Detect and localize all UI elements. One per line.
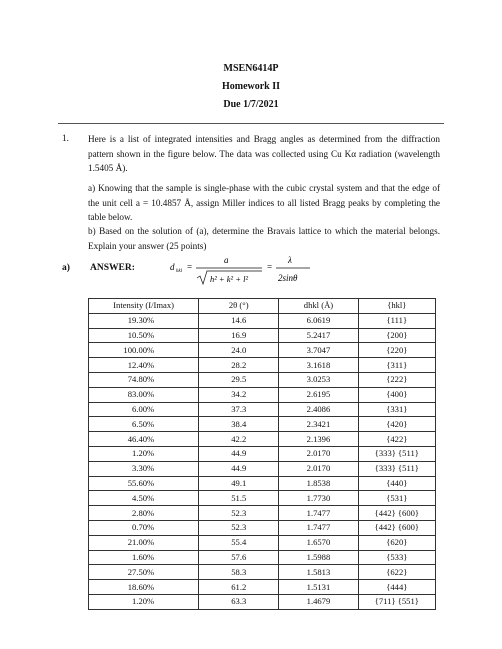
two-theta-cell: 61.2 bbox=[199, 580, 279, 595]
formula-equals-1: = bbox=[187, 262, 193, 272]
divider bbox=[58, 123, 444, 124]
question-number: 1. bbox=[62, 133, 69, 143]
answer-heading-row bbox=[62, 263, 135, 273]
d-spacing-cell: 1.7477 bbox=[279, 520, 358, 535]
miller-indices-cell: {220} bbox=[358, 343, 435, 358]
table-row bbox=[89, 402, 436, 417]
miller-indices-cell: {620} bbox=[358, 535, 435, 550]
table-row bbox=[89, 476, 436, 491]
two-theta-cell: 49.1 bbox=[199, 476, 279, 491]
d-spacing-cell: 6.0619 bbox=[279, 313, 358, 328]
two-theta-cell: 28.2 bbox=[199, 358, 279, 373]
two-theta-cell: 14.6 bbox=[199, 313, 279, 328]
d-spacing-cell: 1.7730 bbox=[279, 491, 358, 506]
table-row bbox=[89, 446, 436, 461]
formula-rhs-numerator: λ bbox=[288, 255, 292, 265]
table-header-row bbox=[89, 299, 436, 314]
d-spacing-cell: 3.0253 bbox=[279, 372, 358, 387]
d-spacing-cell: 2.4086 bbox=[279, 402, 358, 417]
table-row bbox=[89, 580, 436, 595]
intensity-cell: 1.60% bbox=[89, 550, 199, 565]
formula-numerator: a bbox=[224, 255, 229, 265]
intensity-cell: 21.00% bbox=[89, 535, 199, 550]
intensity-cell: 3.30% bbox=[89, 461, 199, 476]
table-row bbox=[89, 417, 436, 432]
column-header-miller-indices: {hkl} bbox=[358, 299, 435, 314]
intensity-cell: 74.80% bbox=[89, 372, 199, 387]
d-spacing-cell: 5.2417 bbox=[279, 328, 358, 343]
miller-indices-cell: {200} bbox=[358, 328, 435, 343]
miller-indices-cell: {222} bbox=[358, 372, 435, 387]
miller-indices-cell: {420} bbox=[358, 417, 435, 432]
homework-title: Homework II bbox=[221, 81, 281, 92]
intensity-cell: 55.60% bbox=[89, 476, 199, 491]
intensity-cell: 100.00% bbox=[89, 343, 199, 358]
d-spacing-cell: 2.0170 bbox=[279, 446, 358, 461]
formula-lhs-sub: hkl bbox=[176, 269, 183, 274]
intensity-cell: 4.50% bbox=[89, 491, 199, 506]
table-row bbox=[89, 358, 436, 373]
course-code: MSEN6414P bbox=[223, 63, 279, 74]
miller-indices-cell: {533} bbox=[358, 550, 435, 565]
two-theta-cell: 44.9 bbox=[199, 446, 279, 461]
column-header-d-spacing: dhkl (Å) bbox=[279, 299, 358, 314]
question-part-b: b) Based on the solution of (a), determine the Bravais lattice to which the material belongs. Explain your answer (25 points) bbox=[88, 226, 440, 251]
miller-indices-cell: {440} bbox=[358, 476, 435, 491]
miller-indices-cell: {331} bbox=[358, 402, 435, 417]
intensity-cell: 83.00% bbox=[89, 387, 199, 402]
two-theta-cell: 52.3 bbox=[199, 506, 279, 521]
table-row bbox=[89, 520, 436, 535]
miller-indices-cell: {442} {600} bbox=[358, 520, 435, 535]
d-spacing-cell: 2.1396 bbox=[279, 432, 358, 447]
miller-indices-cell: {333} {511} bbox=[358, 446, 435, 461]
d-spacing-cell: 1.4679 bbox=[279, 594, 358, 609]
formula-equals-2: = bbox=[267, 262, 273, 272]
question-part-a: a) Knowing that the sample is single-phase with the cubic crystal system and that the edge of the unit cell a = 10.4857 Å, assign Miller indices to all listed Bragg peaks by completing the table below. bbox=[88, 183, 440, 222]
d-spacing-cell: 3.7047 bbox=[279, 343, 358, 358]
miller-indices-cell: {422} bbox=[358, 432, 435, 447]
table-row bbox=[89, 535, 436, 550]
miller-indices-cell: {333} {511} bbox=[358, 461, 435, 476]
two-theta-cell: 34.2 bbox=[199, 387, 279, 402]
bragg-formula bbox=[166, 252, 316, 290]
d-spacing-cell: 1.7477 bbox=[279, 506, 358, 521]
intensity-cell: 0.70% bbox=[89, 520, 199, 535]
d-spacing-cell: 1.5813 bbox=[279, 565, 358, 580]
two-theta-cell: 51.5 bbox=[199, 491, 279, 506]
table-row bbox=[89, 550, 436, 565]
miller-indices-cell: {111} bbox=[358, 313, 435, 328]
d-spacing-cell: 1.5988 bbox=[279, 550, 358, 565]
intensity-cell: 46.40% bbox=[89, 432, 199, 447]
column-header-two-theta: 2θ (°) bbox=[199, 299, 279, 314]
miller-indices-cell: {444} bbox=[358, 580, 435, 595]
diffraction-table bbox=[88, 298, 436, 610]
miller-indices-cell: {622} bbox=[358, 565, 435, 580]
d-spacing-cell: 1.8538 bbox=[279, 476, 358, 491]
two-theta-cell: 57.6 bbox=[199, 550, 279, 565]
question-intro: Here is a list of integrated intensities and Bragg angles as determined from the diffraction pattern shown in the figure below. The data was collected using Cu Kα radiation (wavelength 1.5405 Å). bbox=[88, 134, 440, 173]
table-row bbox=[89, 506, 436, 521]
table-row bbox=[89, 594, 436, 609]
answer-part-label: a) bbox=[62, 263, 70, 273]
table-row bbox=[89, 328, 436, 343]
intensity-cell: 1.20% bbox=[89, 594, 199, 609]
d-spacing-cell: 1.6570 bbox=[279, 535, 358, 550]
intensity-cell: 6.00% bbox=[89, 402, 199, 417]
d-spacing-cell: 2.3421 bbox=[279, 417, 358, 432]
table-row bbox=[89, 387, 436, 402]
intensity-cell: 27.50% bbox=[89, 565, 199, 580]
miller-indices-cell: {311} bbox=[358, 358, 435, 373]
miller-indices-cell: {442} {600} bbox=[358, 506, 435, 521]
two-theta-cell: 37.3 bbox=[199, 402, 279, 417]
due-date: Due 1/7/2021 bbox=[223, 99, 279, 110]
two-theta-cell: 55.4 bbox=[199, 535, 279, 550]
table-row bbox=[89, 432, 436, 447]
intensity-cell: 10.50% bbox=[89, 328, 199, 343]
intensity-cell: 1.20% bbox=[89, 446, 199, 461]
formula-lhs: d bbox=[170, 262, 175, 272]
table-body bbox=[89, 313, 436, 609]
d-spacing-cell: 2.0170 bbox=[279, 461, 358, 476]
two-theta-cell: 29.5 bbox=[199, 372, 279, 387]
column-header-intensity: Intensity (I/Imax) bbox=[89, 299, 199, 314]
table-row bbox=[89, 461, 436, 476]
two-theta-cell: 58.3 bbox=[199, 565, 279, 580]
intensity-cell: 19.30% bbox=[89, 313, 199, 328]
intensity-cell: 2.80% bbox=[89, 506, 199, 521]
intensity-cell: 12.40% bbox=[89, 358, 199, 373]
table-row bbox=[89, 372, 436, 387]
two-theta-cell: 16.9 bbox=[199, 328, 279, 343]
two-theta-cell: 42.2 bbox=[199, 432, 279, 447]
two-theta-cell: 44.9 bbox=[199, 461, 279, 476]
miller-indices-cell: {400} bbox=[358, 387, 435, 402]
table-row bbox=[89, 491, 436, 506]
table-row bbox=[89, 313, 436, 328]
d-spacing-cell: 1.5131 bbox=[279, 580, 358, 595]
formula-denominator: h² + k² + l² bbox=[210, 274, 249, 284]
answer-heading: ANSWER: bbox=[90, 263, 135, 273]
intensity-cell: 18.60% bbox=[89, 580, 199, 595]
two-theta-cell: 24.0 bbox=[199, 343, 279, 358]
two-theta-cell: 38.4 bbox=[199, 417, 279, 432]
d-spacing-cell: 3.1618 bbox=[279, 358, 358, 373]
d-spacing-cell: 2.6195 bbox=[279, 387, 358, 402]
two-theta-cell: 63.3 bbox=[199, 594, 279, 609]
table-row bbox=[89, 565, 436, 580]
intensity-cell: 6.50% bbox=[89, 417, 199, 432]
table-row bbox=[89, 343, 436, 358]
two-theta-cell: 52.3 bbox=[199, 520, 279, 535]
formula-rhs-denominator: 2sinθ bbox=[278, 273, 298, 283]
miller-indices-cell: {531} bbox=[358, 491, 435, 506]
miller-indices-cell: {711} {551} bbox=[358, 594, 435, 609]
